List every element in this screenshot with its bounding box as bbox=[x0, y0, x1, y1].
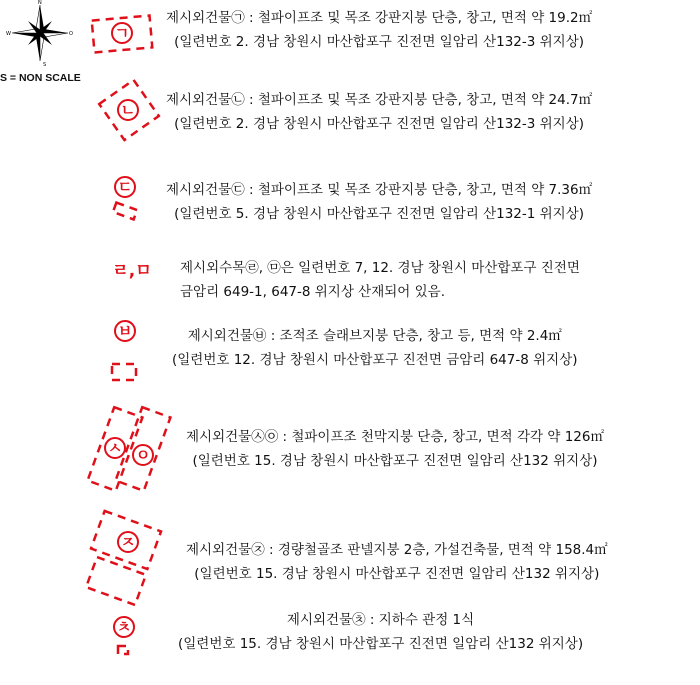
symbol-3: ㄷ bbox=[117, 178, 133, 196]
symbol-4-5: ㄹ,ㅁ bbox=[112, 261, 152, 281]
building-outline-9 bbox=[118, 646, 128, 654]
building-outline-3 bbox=[113, 203, 137, 220]
legend-entry-2: 제시외건물㉡ : 철파이프조 및 목조 강판지붕 단층, 창고, 면적 약 24.7㎡ (일련번호 2. 경남 창원시 마산합포구 진전면 일암리 산132-3 위지상) bbox=[166, 92, 593, 132]
compass-e-label: O bbox=[69, 31, 73, 37]
symbol-6: ㅂ bbox=[117, 322, 133, 340]
symbol-8: ㅇ bbox=[135, 446, 151, 464]
compass-s-label: S bbox=[43, 62, 47, 68]
building-outline-8b bbox=[86, 557, 146, 605]
symbol-10: ㅊ bbox=[116, 618, 132, 636]
symbol-7: ㅅ bbox=[107, 439, 123, 457]
legend-entry-3: 제시외건물㉢ : 철파이프조 및 목조 강판지붕 단층, 창고, 면적 약 7.36㎡ (일련번호 5. 경남 창원시 마산합포구 진전면 일암리 산132-1 위지상) bbox=[166, 182, 593, 222]
legend-entry-5: 제시외건물㉥ : 조적조 슬래브지붕 단층, 창고 등, 면적 약 2.4㎡ (일련번호 12. 경남 창원시 마산합포구 진전면 금암리 647-8 위지상) bbox=[172, 328, 578, 368]
compass-w-label: W bbox=[6, 31, 11, 37]
compass-rose-icon bbox=[6, 0, 73, 68]
building-outline-6 bbox=[112, 364, 136, 380]
scale-label: S = NON SCALE bbox=[0, 72, 81, 84]
legend-entry-8: 제시외건물㉩ : 지하수 관정 1식 (일련번호 15. 경남 창원시 마산합포구 진전면 일암리 산132 위지상) bbox=[178, 612, 584, 652]
compass-n-label: N bbox=[38, 0, 42, 6]
legend-entry-6: 제시외건물㉦㉧ : 철파이프조 천막지붕 단층, 창고, 면적 각각 약 126㎡ (일련번호 15. 경남 창원시 마산합포구 진전면 일암리 산132 위지상) bbox=[186, 429, 604, 469]
legend-entry-7: 제시외건물㉨ : 경량철골조 판넬지붕 2층, 가설건축물, 면적 약 158.4㎡ (일련번호 15. 경남 창원시 마산합포구 진전면 일암리 산132 위지상) bbox=[186, 542, 608, 582]
legend-entry-1: 제시외건물㉠ : 철파이프조 및 목조 강판지붕 단층, 창고, 면적 약 19.2㎡ (일련번호 2. 경남 창원시 마산합포구 진전면 일암리 산132-3 위지상) bbox=[166, 10, 593, 50]
symbol-9: ㅈ bbox=[120, 533, 136, 551]
legend-entry-4: 제시외수목㉣, ㉤은 일련번호 7, 12. 경남 창원시 마산합포구 진전면 금암리 649-1, 647-8 위지상 산재되어 있음. bbox=[180, 260, 580, 300]
symbol-2: ㄴ bbox=[120, 101, 136, 119]
symbol-1: ㄱ bbox=[114, 24, 130, 42]
